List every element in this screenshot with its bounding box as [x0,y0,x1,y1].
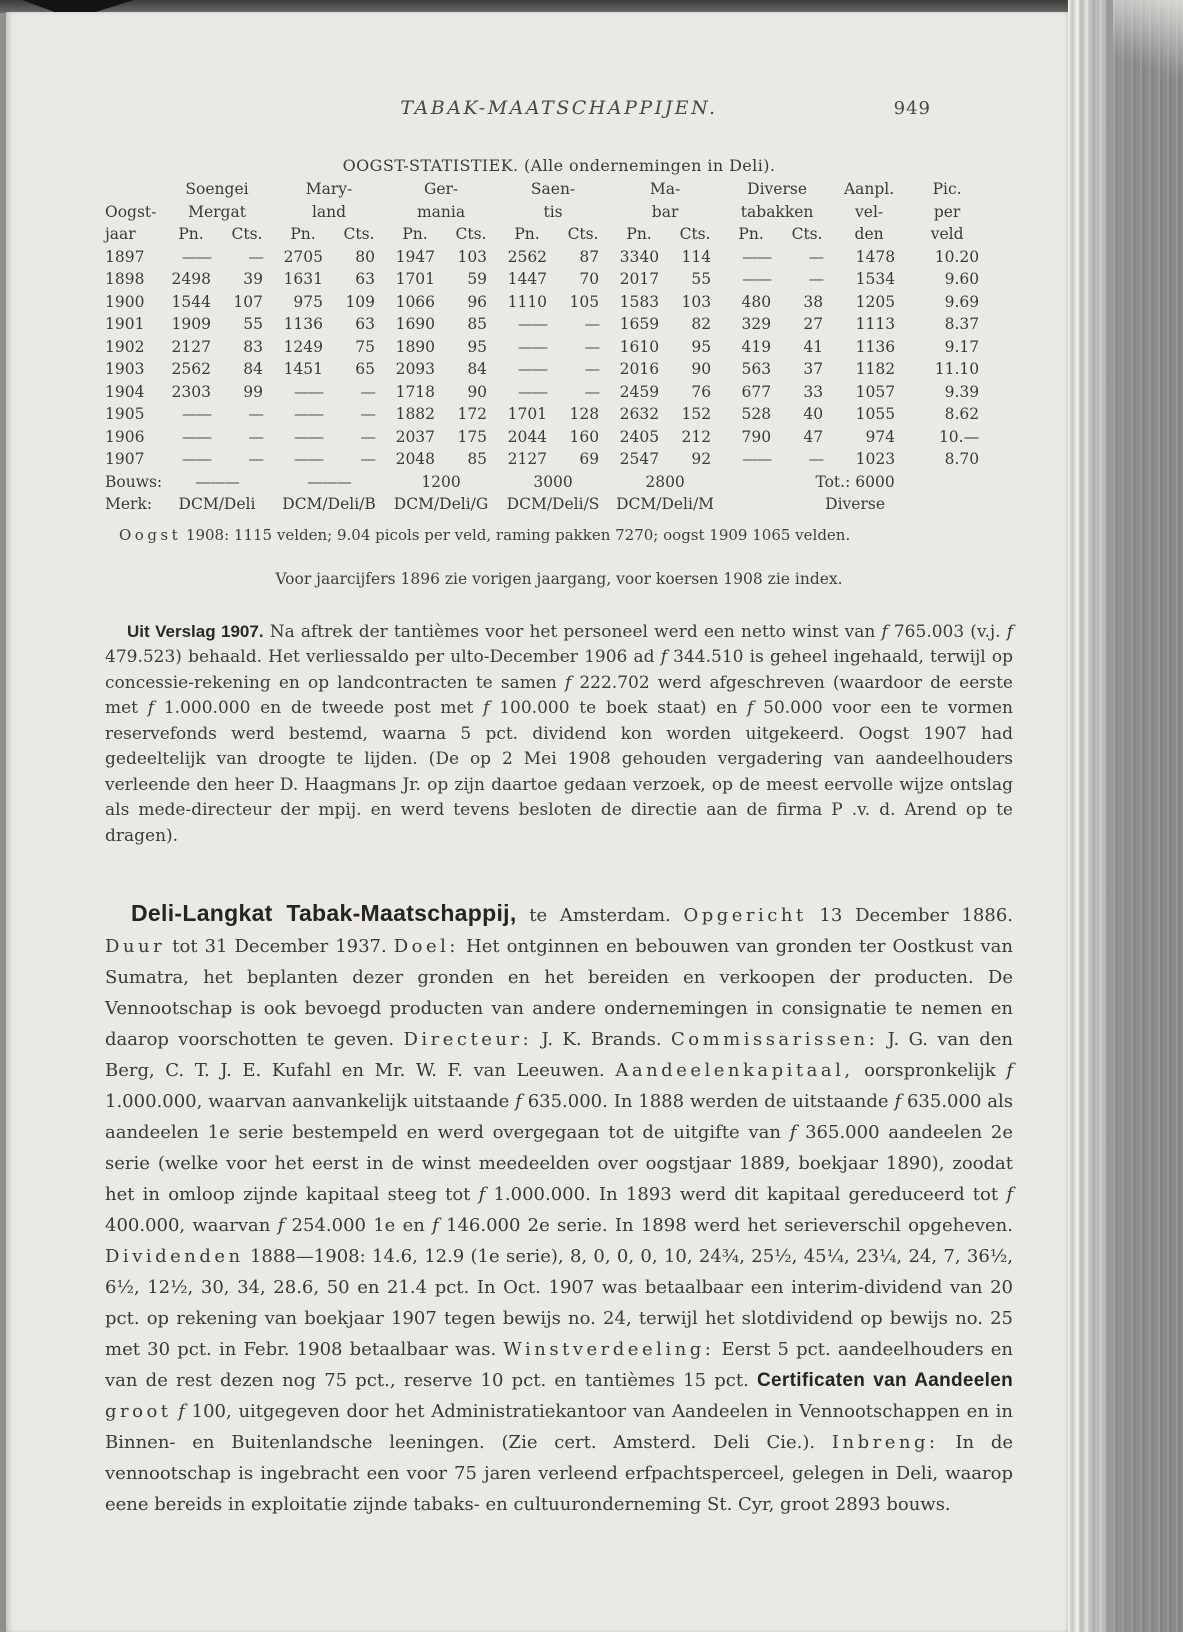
table-cell: 790 [741,427,772,446]
table-row [105,246,989,269]
table-cell: 9.17 [944,337,980,356]
table-cell: 3000 [533,472,573,491]
table-cell: 107 [233,292,264,311]
table-cell: 95 [467,337,488,356]
table-cell: 1890 [395,337,436,356]
table-cell: 83 [243,337,264,356]
table-cell: —— [182,247,211,266]
table-cell: Tot.: 6000 [815,472,895,491]
table-cell: 1906 [105,427,145,446]
table-cell: 85 [467,315,488,333]
table-cell: 8.37 [944,315,980,333]
table-row [105,336,989,359]
table-cell: 1902 [105,337,145,356]
table-header-cell: Saen- [530,180,576,198]
table-header-cell: veld [930,225,964,243]
table-cell: 975 [293,292,324,311]
table-cell: 9.60 [944,270,980,288]
table-row [105,426,989,449]
table-cell: 1249 [283,337,324,356]
table-cell: 103 [457,247,488,266]
table-cell: —— [518,382,548,401]
table-cell: 1136 [855,337,896,356]
table-cell: 3340 [619,247,660,266]
table-cell: 80 [355,247,376,266]
table-cell: 2562 [171,360,211,378]
table-cell: 63 [355,315,376,333]
table-header-cell: Cts. [343,225,375,243]
text-segment: Deli-Langkat Tabak-Maatschappij, [131,900,517,926]
table-cell: 1200 [421,472,461,491]
text-segment: 100.000 te boek staat) en [489,698,748,718]
table-header-cell [105,178,161,201]
florin-symbol: f [483,698,490,718]
running-head [105,97,1013,119]
table-cell: DCM/Deli/B [282,495,376,513]
table-cell: 40 [803,405,824,423]
table-cell: 2459 [619,382,660,401]
table-cell: 10.20 [934,247,980,266]
table-cell: 1066 [395,292,436,311]
text-segment: Het ontginnen en bebouwen van gronden ter Oostkust van Sumatra, het beplanten dezer gronden en het bereiden en verkoopen der producten. De Vennootschap is ook bevoegd producten van andere ondernemingen in consignatie te nemen en daarop voorschotten te geven. [105,936,1014,1050]
table-header-row [105,201,989,224]
table-cell: 87 [579,247,600,266]
table-cell: 69 [579,450,600,468]
table-cell: 2498 [171,270,211,288]
table-cell: 1451 [283,360,324,378]
table-header-cell: Pn. [514,225,540,243]
book-edge-highlight [1113,0,1183,90]
table-cell: — [808,270,824,288]
table-cell: —— [182,405,211,423]
table-cell: 2547 [619,450,660,468]
table-header-cell: Cts. [455,225,487,243]
table-cell: 37 [803,360,824,378]
table-cell: 1898 [105,270,145,288]
table-cell: 2037 [395,427,436,446]
table-header-cell: Diverse [747,180,808,198]
table-header-cell: Cts. [567,225,599,243]
oogst-1908-note [105,525,1013,546]
deli-langkat-paragraph [105,898,1013,1520]
table-cell: 2632 [619,405,660,423]
table-header-row [105,178,989,201]
florin-symbol: f [1006,1060,1014,1081]
table-cell: 128 [569,405,600,423]
table-row [105,448,989,471]
table-cell: 92 [691,450,712,468]
text-segment: In de vennootschap is ingebracht een voor 75 jaren verleend erfpachtsperceel, gelegen in Deli, waarop eene bereids in exploitatie zijnde tabaks- en cultuuronderneming St. Cyr, groot 2893 bouws. [105,1432,1013,1515]
table-cell: —— [742,450,772,468]
table-cell: 38 [803,292,824,311]
table-cell: 212 [681,427,712,446]
table-cell: 1534 [855,270,896,288]
table-cell: 33 [803,382,824,401]
table-cell: 1701 [395,270,436,288]
page-content [105,12,1013,1538]
text-segment: Certificaten van Aandeelen [757,1370,1013,1391]
florin-symbol: f [478,1184,486,1205]
table-cell: —— [294,427,324,446]
text-segment: Duur [105,936,166,957]
table-cell: 41 [803,337,824,356]
table-cell: 2705 [283,247,324,266]
text-segment: 1.000.000. In 1893 werd dit kapitaal gereduceerd tot [485,1184,1007,1205]
text-segment: 222.702 werd afgeschreven (waardoor de eerste met [105,672,1013,718]
table-header-cell: Pn. [290,225,316,243]
table-cell: 152 [681,405,712,423]
table-cell: 1113 [855,315,896,333]
text-segment: Directeur: [403,1029,533,1050]
table-row [105,358,989,381]
table-cell: 1900 [105,292,145,311]
table-cell: —— [294,450,324,468]
table-cell: — [584,382,600,401]
text-segment: Commissarissen: [670,1029,879,1050]
table-cell: 75 [355,337,376,356]
table-header-cell: Pn. [738,225,764,243]
table-cell: 1904 [105,382,145,401]
table-header-cell: bar [651,202,679,221]
page-number: 949 [893,98,931,119]
text-segment: Na aftrek der tantièmes voor het personeel werd een netto winst van [263,621,882,642]
florin-symbol: f [432,1215,439,1236]
table-cell: —— [742,247,772,266]
text-segment: Oogst [119,525,182,544]
table-cell: 99 [243,382,264,401]
text-segment: 765.003 (v.j. [887,621,1007,642]
table-cell: 1583 [619,292,660,311]
table-cell: 90 [691,360,712,378]
table-body [105,246,989,516]
table-header-cell: Pn. [178,225,204,243]
table-cell: 1701 [507,405,548,423]
table-cell: 9.39 [944,382,980,401]
table-header-cell: Ma- [649,180,681,198]
table-cell: 1136 [283,315,324,333]
table-cell: —— [518,337,548,356]
florin-symbol: f [747,698,754,718]
table-header-cell: Aanpl. [843,180,895,198]
table-cell: 1947 [395,247,436,266]
table-cell: 1897 [105,247,145,266]
table-cell: — [360,405,376,423]
text-segment: groot [105,1401,172,1422]
table-cell: —— [294,405,324,423]
table-cell: 1610 [619,337,660,356]
table-cell: 1901 [105,315,145,333]
table-cell: 974 [865,427,896,446]
table-cell: 1055 [855,405,896,423]
table-cell: 63 [355,270,376,288]
florin-symbol: f [1006,621,1013,642]
table-cell: 84 [467,360,488,378]
table-cell: 1659 [619,315,660,333]
table-cell: — [248,247,264,266]
table-cell: Merk: [105,495,153,513]
table-cell: 1718 [395,382,436,401]
table-cell: 82 [691,315,712,333]
table-cell: 172 [457,405,488,423]
table-row [105,313,989,336]
table-cell: 47 [803,427,824,446]
table-header-cell: vel- [855,202,884,221]
table-cell: ——— [307,472,351,491]
book-edge [1068,0,1183,1632]
table-cell: — [248,450,264,468]
table-row [105,403,989,426]
table-cell: — [360,427,376,446]
text-segment: J. K. Brands. [532,1029,671,1050]
table-cell: Diverse [825,495,886,513]
table-cell: 84 [243,360,264,378]
table-cell: 1205 [855,292,896,311]
table-cell: 10.— [938,427,980,446]
table-cell: — [584,360,600,378]
table-header-cell: Pic. [932,180,962,198]
table-header-cell: tis [543,202,563,221]
table-cell: 2044 [507,427,548,446]
text-segment: oorspronkelijk [853,1060,1007,1081]
florin-symbol: f [147,698,155,718]
table-cell: 1631 [283,270,324,288]
table-cell: 175 [457,427,488,446]
florin-symbol: f [1006,1184,1013,1205]
reference-note: Voor jaarcijfers 1896 zie vorigen jaargang, voor koersen 1908 zie index. [275,569,843,588]
table-cell: 8.70 [944,450,980,468]
text-segment: J. G. van den Berg, C. T. J. E. Kufahl en Mr. W. F. van Leeuwen. [105,1029,1013,1081]
table-cell: — [360,382,376,401]
florin-symbol: f [660,647,668,667]
text-segment: 479.523) behaald. Het verliessaldo per ulto-December 1906 ad [105,647,661,667]
table-cell: 1447 [507,270,548,288]
text-segment: Inbreng: [831,1432,939,1453]
table-cell: 76 [691,382,712,401]
table-cell: 1907 [105,450,145,468]
table-header-cell: den [854,225,884,243]
harvest-statistics-block [105,156,1013,516]
table-cell: 8.62 [944,405,980,423]
table-cell: 85 [467,450,488,468]
table-cell: 2303 [171,382,211,401]
table-cell: 1882 [395,405,436,423]
text-segment: Aandeelenkapitaal, [615,1060,854,1081]
table-cell: 55 [243,315,264,333]
table-cell: 2093 [395,360,436,378]
text-segment: 1.000.000 en de tweede post met [154,698,484,718]
text-segment: 344.510 is geheel ingehaald, terwijl op concessie-rekening en op landcontracten te samen [105,647,1014,693]
text-segment: 635.000 als aandeelen 1e serie bestempeld en werd overgegaan tot de uitgifte van [105,1091,1013,1143]
table-cell: 677 [741,382,772,401]
table-cell: —— [182,427,211,446]
text-segment: te Amsterdam. [516,905,684,926]
table-cell: 419 [741,337,772,356]
table-cell: — [248,427,264,446]
table-cell: 1057 [855,382,896,401]
table-cell: 95 [691,337,712,356]
table-cell: 9.69 [944,292,980,311]
florin-symbol: f [789,1122,797,1143]
table-cell: 1903 [105,360,145,378]
florin-symbol: f [277,1215,285,1236]
table-row [105,381,989,404]
table-cell: 1023 [855,450,896,468]
table-cell: 105 [569,292,600,311]
text-segment: Doel: [393,936,459,957]
table-cell: 563 [741,360,772,378]
text-segment: 635.000. In 1888 werden de uitstaande [521,1091,895,1112]
table-cell: 329 [741,315,772,333]
table-header-cell: Cts. [791,225,823,243]
table-head [105,178,989,246]
table-cell: 103 [681,292,712,311]
table-cell: DCM/Deli/S [506,495,600,513]
table-cell: 1909 [171,315,211,333]
table-cell: 1690 [395,315,436,333]
table-cell: —— [518,315,548,333]
text-segment: 1908: 1115 velden; 9.04 picols per veld, raming pakken 7270; oogst 1909 1065 velden. [181,525,851,544]
table-header-cell: Pn. [402,225,428,243]
table-cell: 1905 [105,405,145,423]
text-segment: 1.000.000, waarvan aanvankelijk uitstaande [105,1091,516,1112]
table-cell: 160 [569,427,600,446]
table-cell: 528 [741,405,772,423]
text-segment: Uit Verslag 1907. [127,621,264,641]
table-cell: 1182 [855,360,896,378]
table-cell: — [248,405,264,423]
table-cell: 2562 [507,247,548,266]
table-header-cell: jaar [105,225,136,243]
table-header-row [105,223,989,246]
text-segment: Opgericht [683,905,807,926]
text-segment: 13 December 1886. [806,905,1013,926]
table-cell: 114 [681,247,712,266]
table-cell: 2127 [507,450,548,468]
florin-symbol: f [515,1091,522,1112]
table-header-cell: land [311,202,347,221]
text-segment: 400.000, waarvan [105,1215,278,1236]
text-segment: Eerst 5 pct. aandeelhouders en van de rest dezen nog 75 pct., reserve 10 pct. en tantièmes 15 pct. [105,1339,1013,1391]
running-head-title: TABAK-MAATSCHAPPIJEN. [400,97,718,119]
table-header-cell: Soengei [185,180,249,198]
table-cell: 2048 [395,450,436,468]
florin-symbol: f [894,1091,902,1112]
table-cell: 70 [579,270,600,288]
table-cell: 1478 [855,247,896,266]
table-cell: — [360,450,376,468]
table-cell: Bouws: [105,472,163,491]
table-cell: —— [294,382,324,401]
table-cell: DCM/Deli/G [393,495,489,513]
table-title: OOGST-STATISTIEK. (Alle ondernemingen in Deli). [342,156,776,175]
text-segment: tot 31 December 1937. [165,936,394,957]
table-cell: 55 [691,270,712,288]
table-header-cell: tabakken [740,202,814,221]
oogst-statistiek-table [105,178,989,516]
table-cell: 109 [345,292,376,311]
florin-symbol: f [881,621,888,642]
table-cell: 1110 [507,292,548,311]
text-segment: 1888—1908: 14.6, 12.9 (1e serie), 8, 0, 0, 0, 10, 24¾, 25½, 45¼, 23¼, 24, 7, 36½, 6½, 12½, 30, 34, 28.6, 50 en 21.4 pct. In Oct. 1907 was betaalbaar een interim-dividend van 20 pct. op rekening van boekjaar 1907 tegen bewijs no. 24, terwijl het slotdividend op bewijs no. 25 met 30 pct. in Febr. 1908 betaalbaar was. [105,1246,1013,1360]
florin-symbol: f [178,1401,185,1422]
merk-row [105,493,989,516]
table-cell: 2800 [645,472,685,491]
text-segment: 50.000 voor een te vormen reservefonds werd bestemd, waarna 5 pct. dividend kon worden uitgekeerd. Oogst 1907 had gedeeltelijk van droogte te lijden. (De op 2 Mei 1908 gehouden vergadering van aandeelhouders verleende den heer D. Haagmans Jr. op zijn daartoe gedaan verzoek, op de meest eervolle wijze ontslag als mede-directeur der mpij. en werd tevens besloten de directie aan de firma P .v. d. Arend op te dragen). [105,698,1013,846]
table-header-cell: mania [416,202,466,221]
table-header-cell: Mary- [305,180,353,198]
table-cell: 2127 [171,337,211,356]
bouws-row [105,471,989,494]
table-header-cell: Cts. [679,225,711,243]
table-cell: 480 [741,292,772,311]
table-row [105,291,989,314]
text-segment: Winstverdeeling: [503,1339,715,1360]
table-cell: — [808,247,824,266]
table-cell: 90 [467,382,488,401]
table-row [105,268,989,291]
table-cell: — [584,315,600,333]
table-cell: 11.10 [934,360,980,378]
table-header-cell: Pn. [626,225,652,243]
table-cell: —— [182,450,211,468]
table-cell: 27 [803,315,824,333]
table-cell: 2405 [619,427,660,446]
table-header-cell: Ger- [423,180,459,198]
table-cell: 96 [467,292,488,311]
table-cell: DCM/Deli [178,495,256,513]
table-cell: 1544 [171,292,211,311]
table-header-cell: Mergat [188,202,246,221]
table-header-cell: Oogst- [105,202,157,221]
text-segment: 254.000 1e en [284,1215,433,1236]
table-cell: —— [742,270,772,288]
table-cell: —— [518,360,548,378]
table-cell: DCM/Deli/M [616,495,715,513]
text-segment: Dividenden [105,1246,244,1267]
table-cell: ——— [195,472,239,491]
florin-symbol: f [564,672,572,693]
table-cell: 65 [355,360,376,378]
table-cell: — [584,337,600,356]
table-cell: 2017 [619,270,660,288]
table-cell: — [808,450,824,468]
table-header-cell: per [933,202,961,221]
table-cell: 39 [243,270,264,288]
table-header-cell: Cts. [231,225,263,243]
report-1907-paragraph [105,619,1013,850]
table-cell: 2016 [619,360,660,378]
text-segment: 365.000 aandeelen 2e serie (welke voor het eerst in de winst meedeelden over oogstjaar 1889, boekjaar 1890), zoodat het in omloop zijnde kapitaal steeg tot [105,1122,1014,1205]
text-segment: 146.000 2e serie. In 1898 werd het serieverschil opgeheven. [438,1215,1013,1236]
table-cell: 59 [467,270,488,288]
text-segment: 100, uitgegeven door het Administratiekantoor van Aandeelen in Vennootschappen en in Binnen- en Buitenlandsche leeningen. (Zie cert. Amsterd. Deli Cie.). [105,1401,1013,1453]
